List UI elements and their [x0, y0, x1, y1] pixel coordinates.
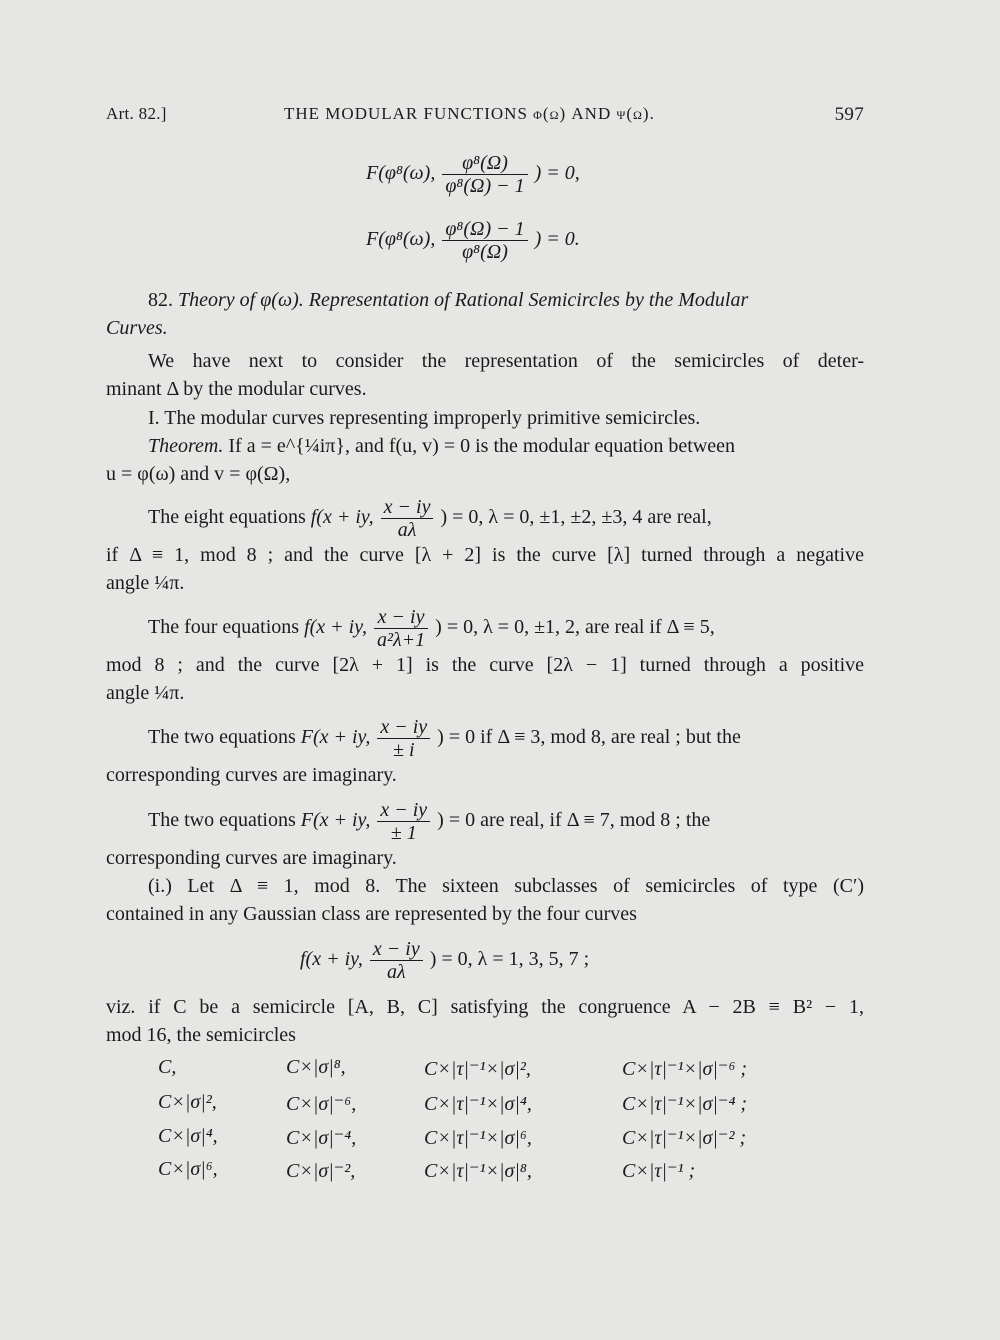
function: F(x + iy, [300, 726, 371, 749]
text: The four equations [148, 616, 300, 639]
text: The eight equations [148, 506, 306, 529]
table-cell: C, [158, 1056, 177, 1078]
display-equation-1 [366, 152, 580, 197]
paragraph-line: I. The modular curves representing improperly primitive semicircles. [148, 407, 701, 429]
table-cell: C×|τ|⁻¹×|σ|⁻² ; [622, 1127, 747, 1149]
table-cell: C×|σ|⁶, [158, 1158, 218, 1180]
table-cell: C×|σ|⁸, [286, 1056, 346, 1078]
theorem-label: Theorem. [148, 435, 224, 457]
denominator: a²λ+1 [377, 629, 426, 651]
section-heading [148, 286, 864, 314]
denominator: φ⁸(Ω) [462, 241, 508, 263]
fraction [381, 496, 434, 541]
numerator: x − iy [377, 716, 430, 739]
function: f(x + iy, [304, 616, 367, 639]
theorem-line: u = φ(ω) and v = φ(Ω), [106, 463, 291, 485]
theorem-text: If a = e^{¼iπ}, and f(u, v) = 0 is the modular equation between [228, 435, 736, 457]
numerator: φ⁸(Ω) − 1 [442, 218, 527, 241]
function: f(x + iy, [300, 948, 363, 971]
running-head-title: THE MODULAR FUNCTIONS φ(ω) AND ψ(ω). [284, 104, 655, 123]
display-equation-curves [300, 938, 589, 983]
numerator: x − iy [377, 799, 430, 822]
paragraph-line: minant Δ by the modular curves. [106, 378, 367, 400]
function: f(x + iy, [310, 506, 374, 529]
table-cell: C×|τ|⁻¹×|σ|⁻⁶ ; [622, 1058, 748, 1080]
eq-lhs: F(φ⁸(ω), [366, 228, 436, 251]
numerator: x − iy [370, 938, 423, 961]
equation-line [148, 716, 864, 761]
equation-line [148, 496, 864, 541]
table-cell: C×|τ|⁻¹×|σ|⁸, [424, 1160, 532, 1182]
text: ) = 0 are real, if Δ ≡ 7, mod 8 ; the [437, 809, 711, 832]
paragraph-line: mod 8 ; and the curve [2λ + 1] is the curve [2λ − 1] turned through a positive [106, 654, 864, 676]
fraction [442, 152, 527, 197]
text: ) = 0, λ = 0, ±1, 2, are real if Δ ≡ 5, [435, 616, 715, 639]
table-cell: C×|τ|⁻¹×|σ|², [424, 1058, 531, 1080]
table-cell: C×|σ|⁻⁴, [286, 1127, 357, 1149]
denominator: ± i [392, 739, 415, 761]
section-number: 82. [148, 289, 173, 311]
text: The two equations [148, 726, 296, 749]
text: ) = 0, λ = 0, ±1, ±2, ±3, 4 are real, [440, 506, 712, 529]
text: ) = 0 if Δ ≡ 3, mod 8, are real ; but the [437, 726, 741, 749]
denominator: ± 1 [390, 822, 417, 844]
table-cell: C×|τ|⁻¹×|σ|⁴, [424, 1093, 532, 1115]
display-equation-2 [366, 218, 580, 263]
table-cell: C×|σ|⁴, [158, 1125, 218, 1147]
paragraph-line: if Δ ≡ 1, mod 8 ; and the curve [λ + 2] is the curve [λ] turned through a negative [106, 544, 864, 566]
fraction [370, 938, 423, 983]
paragraph-line: (i.) Let Δ ≡ 1, mod 8. The sixteen subclasses of semicircles of type (C′) [148, 875, 864, 897]
equation-line [148, 799, 864, 844]
paragraph-line: viz. if C be a semicircle [A, B, C] satisfying the congruence A − 2B ≡ B² − 1, [106, 996, 864, 1018]
text: ) = 0, λ = 1, 3, 5, 7 ; [429, 948, 590, 971]
denominator: aλ [386, 961, 406, 983]
paragraph-line: mod 16, the semicircles [106, 1024, 296, 1046]
table-cell: C×|σ|², [158, 1091, 217, 1113]
function: F(x + iy, [300, 809, 371, 832]
running-head-article: Art. 82.] [106, 104, 167, 123]
section-title-cont: Curves. [106, 317, 168, 339]
table-cell: C×|τ|⁻¹×|σ|⁻⁴ ; [622, 1093, 748, 1115]
theorem-line [148, 432, 864, 460]
fraction [377, 716, 430, 761]
fraction [374, 606, 428, 651]
paragraph-line: corresponding curves are imaginary. [106, 847, 397, 869]
numerator: φ⁸(Ω) [442, 152, 527, 175]
eq-lhs: F(φ⁸(ω), [366, 162, 436, 185]
paragraph-line: contained in any Gaussian class are represented by the four curves [106, 903, 637, 925]
section-title: Theory of φ(ω). Representation of Rational Semicircles by the Modular [178, 289, 749, 311]
fraction [442, 218, 527, 263]
eq-rhs: ) = 0. [534, 228, 580, 251]
paragraph-line: angle ¼π. [106, 572, 185, 594]
numerator: x − iy [381, 496, 434, 519]
equation-line [148, 606, 864, 651]
eq-rhs: ) = 0, [534, 162, 580, 185]
denominator: φ⁸(Ω) − 1 [445, 175, 525, 197]
denominator: aλ [397, 519, 417, 541]
paragraph-line: angle ¼π. [106, 682, 185, 704]
text: The two equations [148, 809, 296, 832]
fraction [377, 799, 430, 844]
paragraph-line: corresponding curves are imaginary. [106, 764, 397, 786]
table-cell: C×|σ|⁻⁶, [286, 1093, 357, 1115]
table-cell: C×|τ|⁻¹ ; [622, 1160, 696, 1182]
table-cell: C×|σ|⁻², [286, 1160, 356, 1182]
table-cell: C×|τ|⁻¹×|σ|⁶, [424, 1127, 532, 1149]
numerator: x − iy [374, 606, 428, 629]
page-number: 597 [834, 104, 864, 125]
paragraph-line: We have next to consider the representation of the semicircles of deter- [148, 350, 864, 372]
